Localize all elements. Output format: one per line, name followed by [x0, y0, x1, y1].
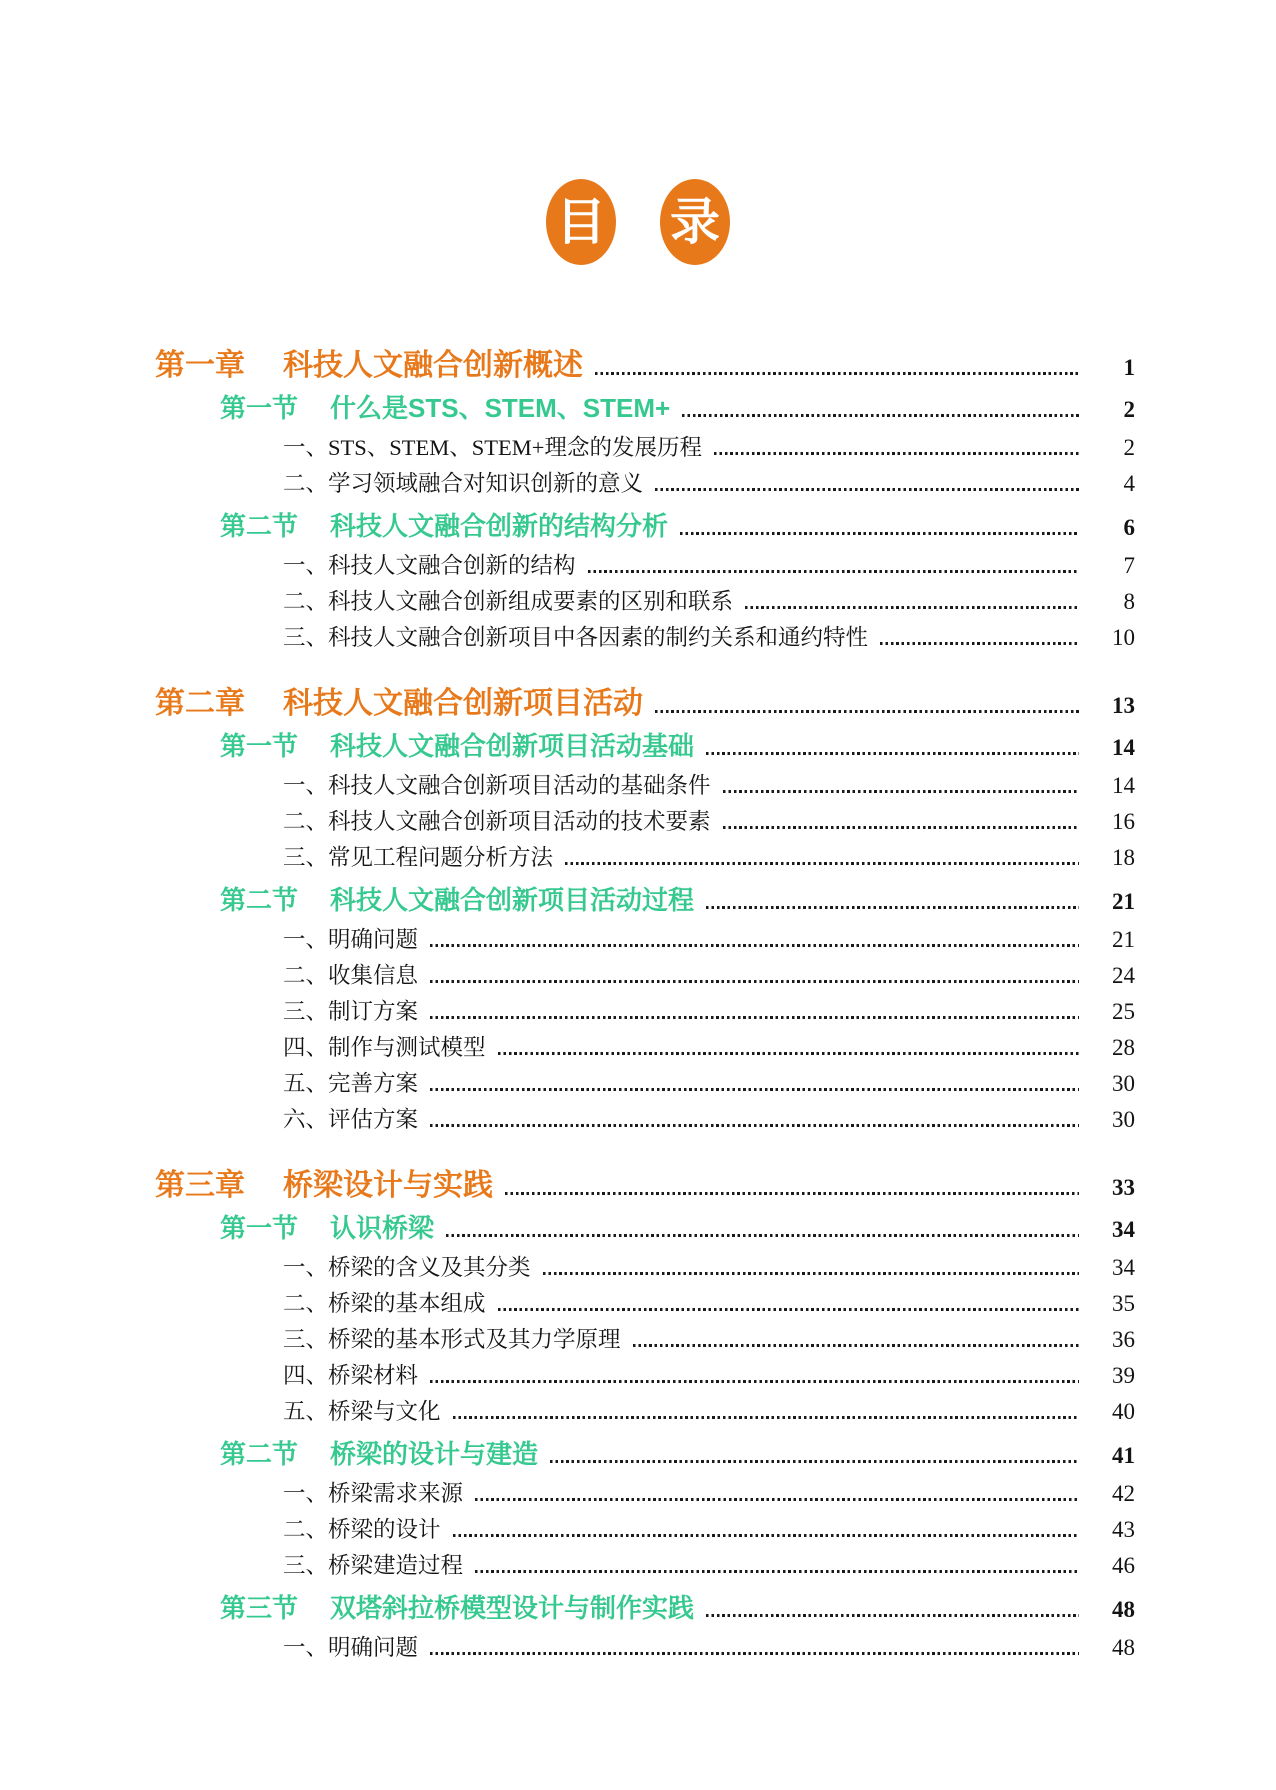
toc-entry-title: 一、明确问题	[283, 1635, 419, 1660]
toc-entry-page: 39	[1112, 1363, 1135, 1388]
toc-entry-title: 二、科技人文融合创新项目活动的技术要素	[283, 809, 711, 834]
toc-entry-page: 28	[1112, 1035, 1135, 1060]
dot-leader	[475, 1570, 1079, 1573]
toc-entry-title: 二、科技人文融合创新组成要素的区别和联系	[283, 589, 734, 614]
toc-row-section	[220, 1434, 1135, 1476]
toc-entry-title: 三、桥梁的基本形式及其力学原理	[283, 1327, 621, 1352]
toc-row-item	[283, 768, 1135, 804]
toc-entry-page: 34	[1112, 1255, 1135, 1280]
toc-entry-title: 五、完善方案	[283, 1071, 419, 1096]
toc-entry-title: 桥梁的设计与建造	[330, 1439, 539, 1469]
toc-entry-page: 10	[1112, 625, 1135, 650]
toc-row-item	[283, 1102, 1135, 1138]
toc-entry-page: 34	[1112, 1217, 1135, 1242]
dot-leader	[446, 1234, 1079, 1237]
toc-entry-page: 2	[1123, 435, 1135, 460]
toc-entry-page: 6	[1123, 515, 1135, 540]
toc-entry-page: 1	[1123, 355, 1135, 380]
toc-entry-title: 四、制作与测试模型	[283, 1035, 486, 1060]
dot-leader	[655, 488, 1079, 491]
toc-row-section	[220, 506, 1135, 548]
toc-row-chapter	[155, 340, 1135, 384]
toc-entry-title: 科技人文融合创新概述	[283, 349, 583, 382]
toc-row-item	[283, 1358, 1135, 1394]
toc-row-item	[283, 1476, 1135, 1512]
toc-entry-page: 2	[1123, 397, 1135, 422]
toc-row-item	[283, 1066, 1135, 1102]
title-char: 目	[556, 194, 606, 250]
toc-row-item	[283, 430, 1135, 466]
toc-entry-title: 五、桥梁与文化	[283, 1399, 441, 1424]
toc-entry-page: 36	[1112, 1327, 1135, 1352]
dot-leader	[680, 532, 1079, 535]
toc-entry-page: 30	[1112, 1107, 1135, 1132]
toc-entry-page: 48	[1112, 1635, 1135, 1660]
toc-entry-page: 13	[1112, 693, 1135, 718]
toc-row-section	[220, 880, 1135, 922]
toc-entry-title: 二、收集信息	[283, 963, 419, 988]
toc-entry-title: 一、明确问题	[283, 927, 419, 952]
dot-leader	[430, 1016, 1079, 1019]
dot-leader	[565, 862, 1079, 865]
toc-row-item	[283, 620, 1135, 656]
toc-entry-page: 14	[1112, 735, 1135, 760]
toc-entry-page: 41	[1112, 1443, 1135, 1468]
toc-entry-page: 24	[1112, 963, 1135, 988]
toc-entry-title: 科技人文融合创新项目活动	[283, 687, 643, 720]
toc-entry-page: 14	[1112, 773, 1135, 798]
toc-entry-page: 25	[1112, 999, 1135, 1024]
toc-entry-label: 第一节	[220, 1213, 299, 1243]
toc-entry-page: 18	[1112, 845, 1135, 870]
toc-entry-label: 第三章	[155, 1169, 245, 1202]
toc-row-item	[283, 1394, 1135, 1430]
toc-entry-title: 六、评估方案	[283, 1107, 419, 1132]
dot-leader	[505, 1192, 1079, 1195]
toc-entry-page: 42	[1112, 1481, 1135, 1506]
dot-leader	[498, 1308, 1079, 1311]
toc-entry-label: 第二节	[220, 885, 299, 915]
dot-leader	[453, 1416, 1079, 1419]
toc-entry-page: 4	[1123, 471, 1135, 496]
toc-row-section	[220, 1208, 1135, 1250]
toc-row-item	[283, 1630, 1135, 1666]
toc-entry-title: 三、制订方案	[283, 999, 419, 1024]
dot-leader	[430, 1124, 1079, 1127]
toc-entry-title: 一、科技人文融合创新的结构	[283, 553, 576, 578]
toc-entry-page: 8	[1123, 589, 1135, 614]
dot-leader	[633, 1344, 1079, 1347]
dot-leader	[588, 570, 1079, 573]
title-badge-mu	[546, 179, 616, 265]
toc-entry-label: 第二节	[220, 1439, 299, 1469]
dot-leader	[595, 372, 1079, 375]
toc-entry-title: 一、STS、STEM、STEM+理念的发展历程	[283, 435, 702, 460]
toc-entry-label: 第一节	[220, 393, 299, 423]
dot-leader	[655, 710, 1079, 713]
toc-entry-title: 三、科技人文融合创新项目中各因素的制约关系和通约特性	[283, 625, 869, 650]
toc-entry-title: 一、科技人文融合创新项目活动的基础条件	[283, 773, 711, 798]
toc-entry-page: 35	[1112, 1291, 1135, 1316]
dot-leader	[430, 944, 1079, 947]
toc-entry-page: 33	[1112, 1175, 1135, 1200]
toc-entry-page: 46	[1112, 1553, 1135, 1578]
dot-leader	[430, 1088, 1079, 1091]
dot-leader	[706, 1614, 1079, 1617]
toc-entry-label: 第三节	[220, 1593, 299, 1623]
toc-row-item	[283, 1322, 1135, 1358]
toc-entry-title: 科技人文融合创新项目活动过程	[330, 885, 695, 915]
dot-leader	[453, 1534, 1079, 1537]
toc-entry-page: 21	[1112, 927, 1135, 952]
dot-leader	[714, 452, 1079, 455]
dot-leader	[723, 790, 1079, 793]
toc-row-chapter	[155, 1160, 1135, 1204]
toc-entry-title: 科技人文融合创新的结构分析	[330, 511, 669, 541]
toc-entry-title: 一、桥梁的含义及其分类	[283, 1255, 531, 1280]
toc-row-section	[220, 726, 1135, 768]
toc-entry-title: 认识桥梁	[330, 1213, 435, 1243]
dot-leader	[430, 980, 1079, 983]
toc-entry-title: 三、桥梁建造过程	[283, 1553, 464, 1578]
toc-entry-page: 30	[1112, 1071, 1135, 1096]
toc-entry-page: 21	[1112, 889, 1135, 914]
dot-leader	[543, 1272, 1079, 1275]
toc-row-item	[283, 466, 1135, 502]
toc-row-item	[283, 958, 1135, 994]
toc-entry-page: 40	[1112, 1399, 1135, 1424]
dot-leader	[475, 1498, 1079, 1501]
toc-row-item	[283, 1548, 1135, 1584]
title-badge-lu	[660, 179, 730, 265]
dot-leader	[706, 752, 1079, 755]
dot-leader	[706, 906, 1079, 909]
toc-entry-title: 三、常见工程问题分析方法	[283, 845, 554, 870]
dot-leader	[880, 642, 1079, 645]
dot-leader	[430, 1380, 1079, 1383]
toc-entry-page: 43	[1112, 1517, 1135, 1542]
dot-leader	[682, 414, 1079, 417]
toc-entry-title: 什么是STS、STEM、STEM+	[330, 393, 671, 423]
toc-entry-label: 第一章	[155, 349, 245, 382]
dot-leader	[498, 1052, 1079, 1055]
dot-leader	[745, 606, 1079, 609]
toc-entry-title: 一、桥梁需求来源	[283, 1481, 464, 1506]
toc-row-item	[283, 994, 1135, 1030]
toc-row-item	[283, 1250, 1135, 1286]
page-title	[0, 179, 1276, 265]
toc-row-item	[283, 840, 1135, 876]
toc-row-item	[283, 1030, 1135, 1066]
toc-entry-title: 科技人文融合创新项目活动基础	[330, 731, 695, 761]
toc-entry-title: 双塔斜拉桥模型设计与制作实践	[330, 1593, 695, 1623]
toc-row-item	[283, 1512, 1135, 1548]
toc-row-item	[283, 584, 1135, 620]
toc-entry-page: 16	[1112, 809, 1135, 834]
toc-row-item	[283, 922, 1135, 958]
toc-row-item	[283, 548, 1135, 584]
title-char: 录	[670, 194, 720, 250]
toc-row-item	[283, 804, 1135, 840]
toc-entry-page: 7	[1123, 553, 1135, 578]
toc-entry-title: 四、桥梁材料	[283, 1363, 419, 1388]
toc-row-section	[220, 388, 1135, 430]
table-of-contents	[155, 340, 1135, 1666]
toc-entry-label: 第二节	[220, 511, 299, 541]
toc-entry-title: 二、桥梁的基本组成	[283, 1291, 486, 1316]
toc-row-chapter	[155, 678, 1135, 722]
dot-leader	[723, 826, 1079, 829]
toc-row-item	[283, 1286, 1135, 1322]
toc-entry-title: 二、学习领域融合对知识创新的意义	[283, 471, 644, 496]
toc-entry-title: 桥梁设计与实践	[283, 1169, 493, 1202]
toc-entry-label: 第二章	[155, 687, 245, 720]
dot-leader	[430, 1652, 1079, 1655]
dot-leader	[550, 1460, 1079, 1463]
toc-entry-label: 第一节	[220, 731, 299, 761]
toc-entry-page: 48	[1112, 1597, 1135, 1622]
toc-entry-title: 二、桥梁的设计	[283, 1517, 441, 1542]
toc-row-section	[220, 1588, 1135, 1630]
